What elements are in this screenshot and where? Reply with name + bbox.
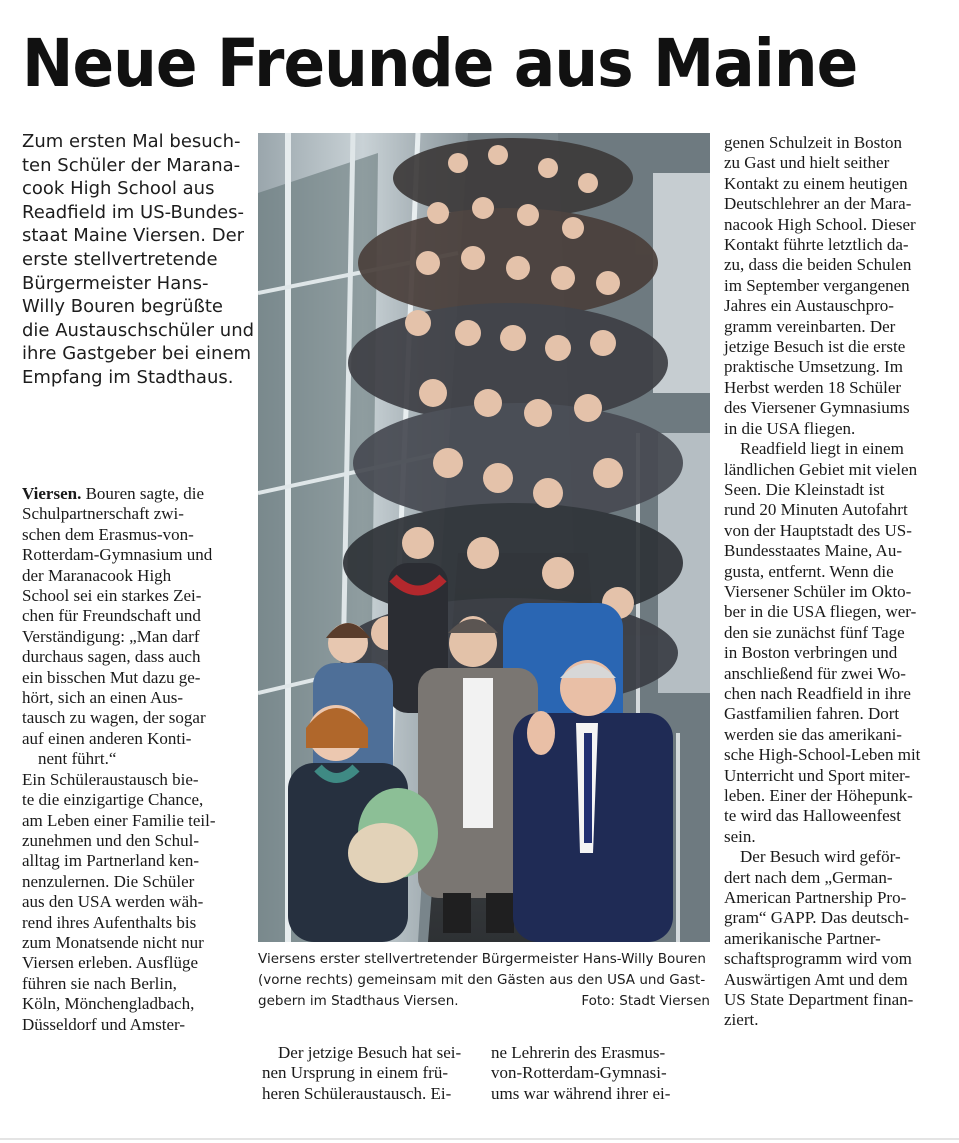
body-line: rend ihres Aufenthalts bis — [22, 912, 197, 932]
lead-line: ten Schüler der Marana- — [22, 154, 241, 176]
body-line: Kontakt zu einem heutigen — [724, 173, 908, 193]
dateline: Viersen. — [22, 484, 82, 503]
body-line: te die einzigartige Chance, — [22, 790, 204, 810]
lead-paragraph — [22, 130, 255, 390]
body-line: gramm vereinbarten. Der — [724, 316, 896, 336]
body-line: nent führt.“ — [38, 749, 117, 769]
body-line-text: Bouren sagte, die — [81, 484, 205, 503]
body-line: dert nach dem „German- — [724, 867, 893, 887]
lead-line: staat Maine Viersen. Der — [22, 225, 245, 247]
body-column-4 — [724, 133, 956, 1031]
lead-line: Bürgermeister Hans- — [22, 272, 209, 294]
body-line: zu Gast und hielt seither — [724, 153, 890, 173]
body-line: schaftsprogramm wird vom — [724, 949, 912, 969]
body-line: gram“ GAPP. Das deutsch- — [724, 908, 910, 928]
group-photo-illustration — [258, 133, 710, 942]
body-line: Viersener Schüler im Okto- — [724, 581, 912, 601]
body-line: ein bisschen Mut dazu ge- — [22, 667, 201, 687]
body-line: genen Schulzeit in Boston — [724, 133, 903, 152]
body-column-1 — [22, 484, 252, 1035]
body-line: werden sie das amerikani- — [724, 724, 902, 744]
body-line: Köln, Mönchengladbach, — [22, 994, 195, 1014]
caption-line: gebern im Stadthaus Viersen. — [258, 993, 459, 1009]
body-line: Düsseldorf und Amster- — [22, 1014, 186, 1034]
bottom-divider — [0, 1138, 959, 1140]
body-line: ziert. — [724, 1010, 759, 1030]
body-line: Ein Schüleraustausch bie- — [22, 769, 199, 789]
body-line: führen sie nach Berlin, — [22, 973, 177, 993]
body-line: nenzulernen. Die Schüler — [22, 871, 195, 891]
lead-line: Readfield im US-Bundes- — [22, 201, 245, 223]
lead-line: Willy Bouren begrüßte — [22, 296, 223, 318]
body-line: Schulpartnerschaft zwi- — [22, 504, 184, 524]
body-line: Deutschlehrer an der Mara- — [724, 194, 912, 214]
body-line: durchaus sagen, dass auch — [22, 647, 201, 667]
body-column-2 — [262, 1043, 472, 1104]
body-column-3 — [491, 1043, 703, 1104]
body-line: im September vergangenen — [724, 275, 910, 295]
lead-line: die Austauschschüler und — [22, 319, 255, 341]
lead-line: cook High School aus — [22, 178, 215, 200]
body-line: Readfield liegt in einem — [740, 439, 904, 459]
body-line: in die USA fliegen. — [724, 418, 856, 438]
body-line: am Leben einer Familie teil- — [22, 810, 216, 830]
body-line: amerikanische Partner- — [724, 928, 881, 948]
photo-caption — [258, 949, 710, 1012]
body-line: zum Monatsende nicht nur — [22, 932, 204, 952]
body-line — [22, 484, 252, 504]
body-line: Rotterdam-Gymnasium und — [22, 545, 213, 565]
body-line: American Partnership Pro- — [724, 888, 907, 908]
body-line: ber in die USA fliegen, wer- — [724, 602, 917, 622]
group-photo — [258, 133, 710, 942]
body-line: nen Ursprung in einem frü- — [262, 1063, 449, 1083]
body-line: ländlichen Gebiet mit vielen — [724, 459, 918, 479]
body-line: chen für Freundschaft und — [22, 606, 201, 626]
caption-last-row — [258, 991, 710, 1012]
body-line: ums war während ihrer ei- — [491, 1083, 671, 1103]
body-line: Auswärtigen Amt und dem — [724, 969, 908, 989]
body-line: von-Rotterdam-Gymnasi- — [491, 1063, 667, 1083]
body-line: Bundesstaates Maine, Au- — [724, 541, 902, 561]
body-line: praktische Umsetzung. Im — [724, 357, 903, 377]
body-line: Kontakt führte letztlich da- — [724, 235, 909, 255]
body-line: tausch zu wagen, der sogar — [22, 708, 206, 728]
body-line: Der Besuch wird geför- — [740, 847, 901, 867]
body-line: jetzige Besuch ist die erste — [724, 337, 906, 357]
body-line: Unterricht und Sport miter- — [724, 765, 911, 785]
lead-line: erste stellvertretende — [22, 248, 218, 270]
body-line: Verständigung: „Man darf — [22, 626, 200, 646]
body-line: leben. Einer der Höhepunk- — [724, 786, 913, 805]
body-line: aus den USA werden wäh- — [22, 892, 204, 912]
body-line: auf einen anderen Konti- — [22, 728, 192, 748]
body-line: Viersen erleben. Ausflüge — [22, 953, 199, 973]
headline: Neue Freunde aus Maine — [22, 25, 858, 102]
body-line: Jahres ein Austauschpro- — [724, 296, 894, 316]
body-line: in Boston verbringen und — [724, 643, 898, 663]
body-line: School sei ein starkes Zei- — [22, 586, 202, 606]
body-line: den sie zunächst fünf Tage — [724, 622, 905, 642]
body-line: hört, sich an einen Aus- — [22, 688, 183, 708]
body-line: gusta, entfernt. Wenn die — [724, 561, 894, 581]
body-line: heren Schüleraustausch. Ei- — [262, 1083, 452, 1103]
body-line: zu, dass die beiden Schulen — [724, 255, 912, 275]
body-line: Gastfamilien fahren. Dort — [724, 704, 900, 724]
body-line: von der Hauptstadt des US- — [724, 520, 912, 540]
body-line: sein. — [724, 826, 756, 846]
body-line: Der jetzige Besuch hat sei- — [278, 1043, 462, 1062]
caption-line: (vorne rechts) gemeinsam mit den Gästen aus den USA und Gast- — [258, 972, 706, 988]
body-line: te wird das Halloweenfest — [724, 806, 902, 826]
body-line: schen dem Erasmus-von- — [22, 524, 194, 544]
body-line: nacook High School. Dieser — [724, 214, 916, 234]
body-line: US State Department finan- — [724, 990, 914, 1010]
body-line: Herbst werden 18 Schüler — [724, 377, 902, 397]
photo-credit: Foto: Stadt Viersen — [581, 993, 710, 1009]
body-line: Seen. Die Kleinstadt ist — [724, 479, 885, 499]
body-line: alltag im Partnerland ken- — [22, 851, 200, 871]
body-line: des Viersener Gymnasiums — [724, 398, 910, 418]
lead-line: Empfang im Stadthaus. — [22, 366, 234, 388]
caption-line: Viersens erster stellvertretender Bürgermeister Hans-Willy Bouren — [258, 951, 706, 967]
body-line: chen nach Readfield in ihre — [724, 683, 911, 703]
body-line: anschließend für zwei Wo- — [724, 663, 906, 683]
lead-line: ihre Gastgeber bei einem — [22, 343, 252, 365]
body-line: der Maranacook High — [22, 565, 172, 585]
body-line: sche High-School-Leben mit — [724, 745, 921, 765]
body-line: zunehmen und den Schul- — [22, 830, 200, 850]
body-line: rund 20 Minuten Autofahrt — [724, 500, 908, 520]
lead-line: Zum ersten Mal besuch- — [22, 131, 241, 152]
body-line: ne Lehrerin des Erasmus- — [491, 1043, 666, 1062]
